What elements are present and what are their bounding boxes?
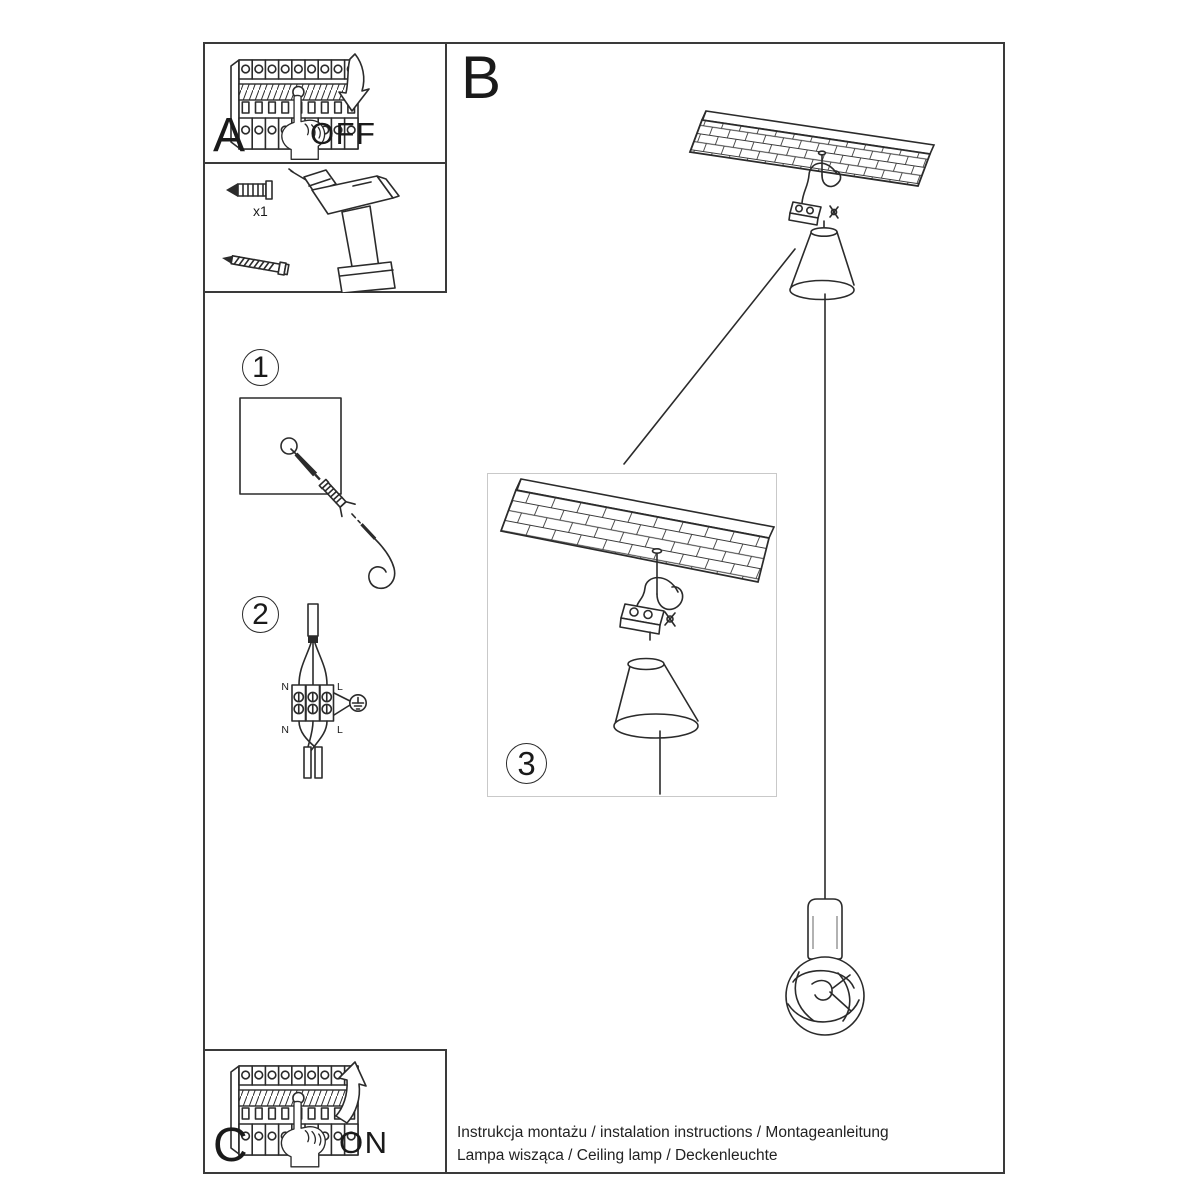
terminal-block-icon: [292, 685, 334, 721]
neutral-label-bottom: N: [281, 724, 289, 736]
wiring-illustration: [281, 604, 366, 778]
off-label: OFF: [310, 116, 377, 151]
panel-a-label: A: [213, 109, 246, 162]
tools-illustration: [205, 164, 447, 293]
wall-plug-icon: [226, 181, 272, 199]
canopy-icon: [790, 228, 854, 300]
footer-line-1: Instrukcja montażu / instalation instructions / Montageanleitung: [457, 1124, 889, 1141]
footer-text: [457, 1122, 1097, 1167]
step-3-badge: 3: [506, 743, 547, 784]
wire-end: [304, 747, 311, 778]
instruction-sheet-frame: [203, 42, 1005, 1174]
ceiling-panel-icon: [501, 479, 774, 582]
step-2-badge: 2: [242, 596, 279, 633]
ceiling-hook-icon: [369, 539, 395, 588]
wall-plug-icon: [289, 448, 381, 545]
neutral-label-top: N: [281, 681, 289, 693]
line-label-top: L: [337, 681, 343, 693]
panel-c-box: [205, 1049, 447, 1172]
detail-box: [487, 473, 777, 797]
footer-line-2: Lampa wisząca / Ceiling lamp / Deckenleuchte: [457, 1146, 778, 1164]
on-label: ON: [339, 1125, 389, 1160]
ground-symbol-icon: [350, 695, 366, 711]
lamp-socket-icon: [808, 899, 842, 959]
decorative-bulb-icon: [786, 957, 864, 1035]
panel-c-label: C: [213, 1119, 248, 1172]
steps-illustration: [205, 294, 447, 804]
quantity-label: x1: [253, 203, 268, 219]
screw-icon: [221, 252, 289, 275]
tools-box: [205, 164, 447, 293]
terminal-block-icon: [789, 202, 838, 230]
ceiling-panel-icon: [690, 111, 934, 186]
section-b-label: B: [461, 44, 502, 111]
detail-leader-line: [624, 249, 795, 464]
panel-a-box: [205, 44, 447, 164]
line-label-bottom: L: [337, 724, 343, 736]
wires-top: [299, 643, 327, 685]
canopy-icon: [614, 659, 698, 739]
drill-icon: [289, 169, 399, 293]
step-1-badge: 1: [242, 349, 279, 386]
wire-end: [315, 747, 322, 778]
cable-sheath: [308, 604, 318, 636]
